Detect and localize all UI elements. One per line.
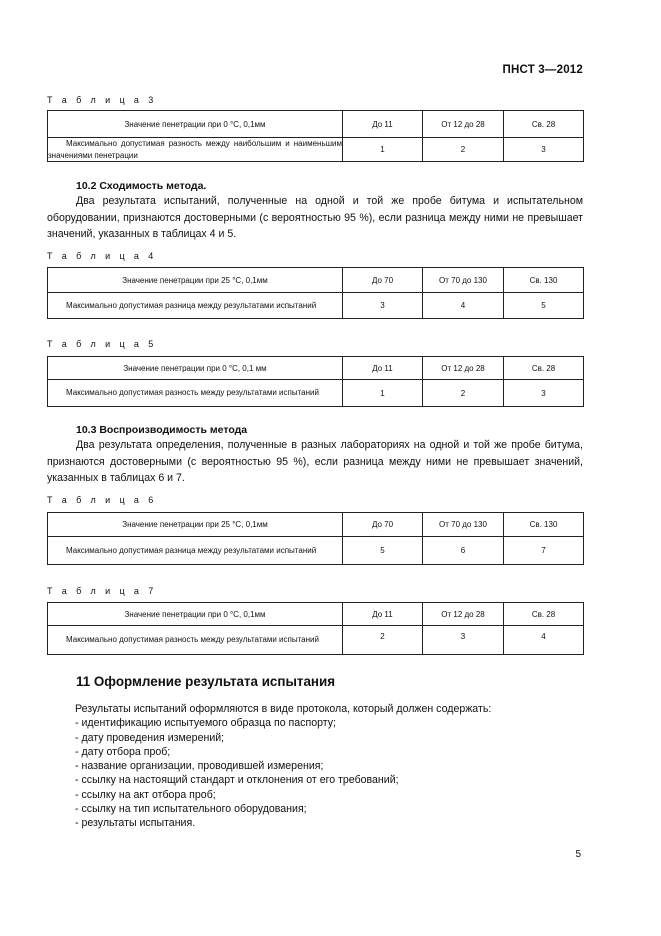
header-cell: До 11	[343, 603, 423, 626]
section-10-2-title: 10.2 Сходимость метода.	[76, 180, 207, 192]
table-header-row	[48, 603, 584, 626]
table-4-caption: Т а б л и ц а 4	[47, 251, 157, 261]
table-3	[47, 110, 584, 162]
header-cell: До 11	[343, 357, 423, 380]
row-label: Максимально допустимая разница между результатами испытаний	[48, 537, 343, 565]
list-item: - название организации, проводившей измерения;	[75, 760, 324, 773]
value-cell: 3	[504, 138, 584, 162]
value-cell: 6	[423, 537, 504, 565]
row-label: Максимально допустимая разность между результатами испытаний	[48, 380, 343, 407]
table-3-caption: Т а б л и ц а 3	[47, 95, 157, 105]
value-cell: 2	[423, 138, 504, 162]
list-item: - дату отбора проб;	[75, 745, 171, 758]
header-cell: Св. 130	[504, 513, 584, 537]
header-cell: От 12 до 28	[423, 603, 504, 626]
page-number: 5	[575, 849, 581, 860]
table-row	[48, 293, 584, 319]
header-cell: До 11	[343, 111, 423, 138]
value-cell: 1	[343, 138, 423, 162]
header-cell: Значение пенетрации при 0 °С, 0,1 мм	[48, 357, 343, 380]
section-11-title: 11 Оформление результата испытания	[76, 674, 336, 689]
table-header-row	[48, 357, 584, 380]
table-header-row	[48, 268, 584, 293]
section-10-3-title: 10.3 Воспроизводимость метода	[76, 424, 248, 436]
value-cell: 4	[423, 293, 504, 319]
table-6	[47, 512, 584, 565]
list-item: - ссылку на настоящий стандарт и отклонения от его требований;	[75, 774, 399, 787]
table-row	[48, 537, 584, 565]
header-cell: Св. 28	[504, 111, 584, 138]
list-item: - ссылку на акт отбора проб;	[75, 788, 216, 801]
list-item: - ссылку на тип испытательного оборудования;	[75, 803, 307, 816]
value-cell: 2	[343, 626, 423, 655]
table-7	[47, 602, 584, 655]
header-cell: От 70 до 130	[423, 268, 504, 293]
header-cell: Св. 28	[504, 357, 584, 380]
value-cell: 3	[343, 293, 423, 319]
row-label: Максимально допустимая разность между наибольшим и наименьшим значениями пенетрации	[48, 139, 342, 160]
header-cell: До 70	[343, 513, 423, 537]
table-row	[48, 138, 584, 162]
section-11-intro: Результаты испытаний оформляются в виде протокола, который должен содержать:	[75, 703, 492, 715]
header-cell: От 12 до 28	[423, 357, 504, 380]
table-row	[48, 626, 584, 655]
header-cell: От 12 до 28	[423, 111, 504, 138]
value-cell: 5	[343, 537, 423, 565]
value-cell: 4	[504, 626, 584, 655]
table-7-caption: Т а б л и ц а 7	[47, 586, 157, 596]
table-header-row	[48, 513, 584, 537]
header-cell: До 70	[343, 268, 423, 293]
list-item: - результаты испытания.	[75, 817, 196, 830]
row-label: Максимально допустимая разница между результатами испытаний	[48, 293, 343, 319]
value-cell: 7	[504, 537, 584, 565]
value-cell: 2	[423, 380, 504, 407]
document-id: ПНСТ 3—2012	[502, 64, 583, 76]
value-cell: 5	[504, 293, 584, 319]
list-item: - дату проведения измерений;	[75, 731, 225, 744]
table-row	[48, 380, 584, 407]
header-cell: Св. 130	[504, 268, 584, 293]
value-cell: 3	[423, 626, 504, 655]
header-cell: От 70 до 130	[423, 513, 504, 537]
list-item: - идентификацию испытуемого образца по паспорту;	[75, 717, 336, 730]
header-cell: Значение пенетрации при 0 °С, 0,1мм	[48, 603, 343, 626]
header-cell: Значение пенетрации при 0 °С, 0,1мм	[48, 111, 343, 138]
value-cell: 3	[504, 380, 584, 407]
table-5-caption: Т а б л и ц а 5	[47, 339, 157, 349]
row-label: Максимально допустимая разность между результатами испытаний	[48, 626, 343, 655]
section-10-3-text: Два результата определения, полученные в разных лабораториях на одной и той же пробе битума, признаются достоверными (с вероятностью 95 %), если разница между ними не превышает значений, указанных в таблицах 6 и 7.	[47, 439, 583, 485]
value-cell: 1	[343, 380, 423, 407]
table-6-caption: Т а б л и ц а 6	[47, 495, 157, 505]
table-header-row	[48, 111, 584, 138]
header-cell: Св. 28	[504, 603, 584, 626]
header-cell: Значение пенетрации при 25 °С, 0,1мм	[48, 513, 343, 537]
section-11-body	[75, 702, 491, 831]
section-10-2-text: Два результата испытаний, полученные на одной и той же пробе битума и испытательном оборудовании, признаются достоверными (с вероятностью 95 %), если разница между ними не превышает значений, указанных в таблицах 4 и 5.	[47, 195, 583, 241]
header-cell: Значение пенетрации при 25 °С, 0,1мм	[48, 268, 343, 293]
table-4	[47, 267, 584, 319]
table-5	[47, 356, 584, 407]
